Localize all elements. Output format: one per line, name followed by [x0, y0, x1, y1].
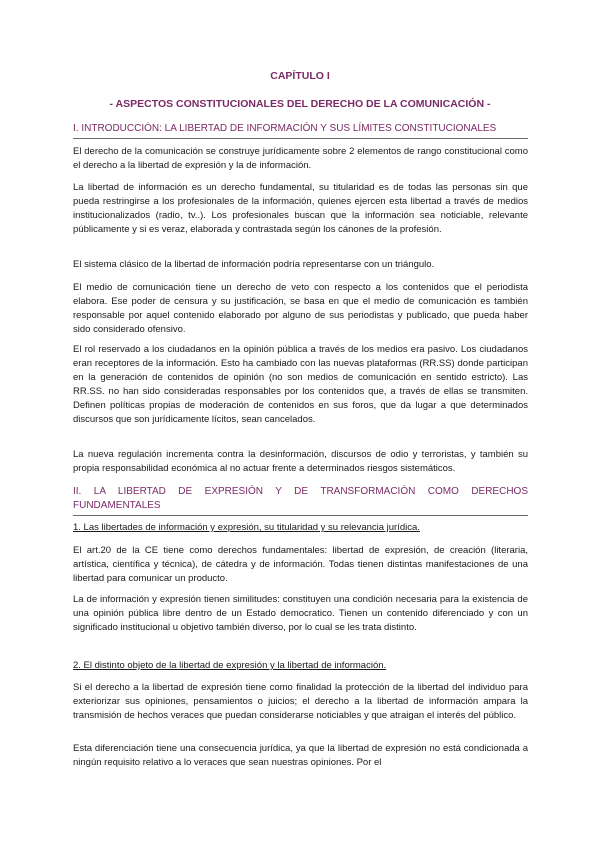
paragraph: El sistema clásico de la libertad de información podría representarse con un triángulo.	[73, 259, 435, 270]
subsection-2-title: 2. El distinto objeto de la libertad de expresión y la libertad de información.	[73, 660, 387, 671]
section-2-title-line-2: FUNDAMENTALES	[73, 500, 161, 511]
paragraph: La de información y expresión tienen similitudes: constituyen una condición necesaria para la existencia de una opinión pública libre dentro de un Estado democratico. Tienen un contenido diferenciado y con un significado institucional u objetivo también diverso, por lo cual se les trata distinto.	[73, 594, 528, 633]
section-1-rule	[73, 138, 528, 139]
section-1-title: I. INTRODUCCIÓN: LA LIBERTAD DE INFORMACIÓN Y SUS LÍMITES CONSTITUCIONALES	[73, 123, 497, 134]
paragraph: El art.20 de la CE tiene como derechos fundamentales: libertad de expresión, de creación (literaria, artística, científica y técnica), de cátedra y de información. Todas tienen distintas manifestaciones de una libertad para comunicar un producto.	[73, 545, 528, 584]
paragraph: La libertad de información es un derecho fundamental, su titularidad es de todas las personas sin que pueda restringirse a los profesionales de la información, quienes ejercen esta libertad a través de medios institucionalizados (radio, tv..). Los profesionales buscan que la información sea noticiable, relevante públicamente y si es veraz, elaborada y contrastada según los cánones de la profesión.	[73, 182, 528, 235]
subsection-1-title: 1. Las libertades de información y expresión, su titularidad y su relevancia jurídica.	[73, 522, 420, 533]
paragraph: Si el derecho a la libertad de expresión tiene como finalidad la protección de la libertad del individuo para exteriorizar sus opiniones, pensamientos o juicios; el derecho a la libertad de información ampara la transmisión de hechos veraces que puedan considerarse noticiables y que atraigan el interés del público.	[73, 682, 528, 721]
paragraph: Esta diferenciación tiene una consecuencia jurídica, ya que la libertad de expresión no está condicionada a ningún requisito relativo a lo veraces que sean nuestras opiniones. Por el	[73, 743, 528, 768]
section-2-title-line-1: II. LA LIBERTAD DE EXPRESIÓN Y DE TRANSFORMACIÓN COMO DERECHOS	[73, 486, 528, 497]
chapter-heading: CAPÍTULO I	[270, 70, 330, 82]
paragraph: El rol reservado a los ciudadanos en la opinión pública a través de los medios era pasivo. Los ciudadanos eran receptores de la información. Esto ha cambiado con las nuevas plataformas (RR.SS) donde participan en la generación de contenidos de opinión (no son medios de comunicación en sentido estricto). Las RR.SS. no han sido consideradas responsables por los contenidos que, a través de ellas se transmiten. Definen políticas propias de moderación de contenidos en sus foros, que da lugar a que determinados discursos que son jurídicamente lícitos, sean cancelados.	[73, 344, 528, 425]
chapter-subtitle: - ASPECTOS CONSTITUCIONALES DEL DERECHO DE LA COMUNICACIÓN -	[109, 98, 491, 110]
paragraph: La nueva regulación incrementa contra la desinformación, discursos de odio y terroristas, y también su propia responsabilidad económica al no actuar frente a determinados riesgos sistemáticos.	[73, 449, 528, 474]
paragraph: El derecho de la comunicación se construye jurídicamente sobre 2 elementos de rango constitucional como el derecho a la libertad de expresión y la de información.	[73, 146, 528, 171]
paragraph: El medio de comunicación tiene un derecho de veto con respecto a los contenidos que el periodista elabora. Ese poder de censura y su justificación, se basa en que el medio de comunicación es también responsable por aquel contenido elaborado por alguno de sus periodistas y publicado, que pueda haber sido considerado ofensivo.	[73, 282, 528, 335]
section-2-rule	[73, 515, 528, 516]
